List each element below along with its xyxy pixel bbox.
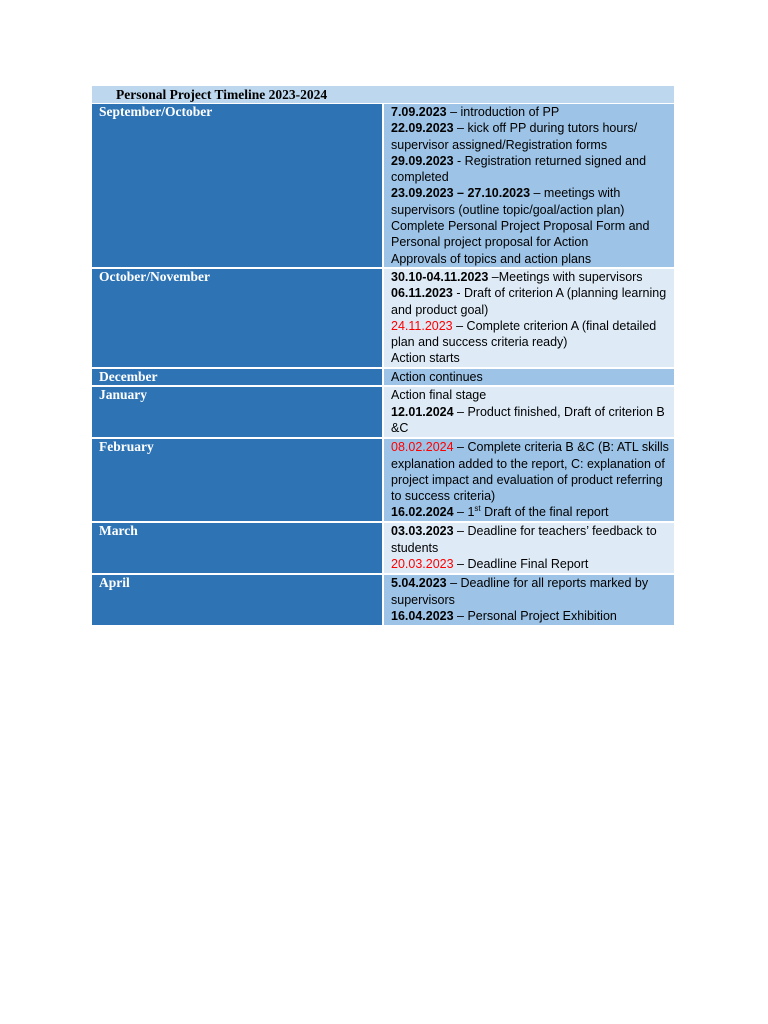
event-line bbox=[391, 369, 670, 385]
event-line bbox=[391, 556, 670, 572]
event-date: 06.11.2023 bbox=[391, 286, 453, 301]
event-date: 03.03.2023 bbox=[391, 524, 454, 539]
project-timeline-table bbox=[92, 86, 674, 627]
timeline-row bbox=[92, 522, 674, 574]
event-line bbox=[391, 153, 670, 186]
event-text: – 1 bbox=[453, 505, 475, 520]
events-cell bbox=[383, 368, 674, 386]
event-line bbox=[391, 350, 670, 366]
event-date: 20.03.2023 bbox=[391, 556, 454, 571]
events-cell bbox=[383, 574, 674, 626]
event-text: – Complete criteria B &C (B: ATL skills explanation added to the report, C: explanation of project impact and evaluation of product referring to success criteria) bbox=[391, 440, 669, 504]
event-text: - Draft of criterion A (planning learning and product goal) bbox=[391, 286, 667, 317]
event-text: – Deadline Final Report bbox=[453, 556, 589, 571]
month-label: February bbox=[92, 438, 383, 522]
event-line bbox=[391, 218, 670, 251]
event-text: –Meetings with supervisors bbox=[488, 270, 643, 284]
event-text: – Complete criterion A (final detailed plan and success criteria ready) bbox=[391, 318, 657, 350]
event-text: – meetings with supervisors (outline topic/goal/action plan) bbox=[391, 186, 625, 217]
events-cell bbox=[383, 386, 674, 438]
event-date: 5.04.2023 bbox=[391, 576, 447, 591]
timeline-row bbox=[92, 386, 674, 438]
event-line bbox=[391, 387, 670, 403]
event-line bbox=[391, 185, 670, 218]
event-line bbox=[391, 318, 670, 351]
event-text: Approvals of topics and action plans bbox=[391, 251, 592, 266]
event-text: – Deadline for all reports marked by supervisors bbox=[391, 576, 649, 607]
event-date: 29.09.2023 bbox=[391, 153, 454, 168]
event-line bbox=[391, 504, 670, 520]
event-text: - Registration returned signed and completed bbox=[391, 153, 647, 185]
event-text: – kick off PP during tutors hours/ supervisor assigned/Registration forms bbox=[391, 121, 638, 152]
event-line bbox=[391, 285, 670, 318]
event-date: 24.11.2023 bbox=[391, 318, 453, 333]
timeline-row bbox=[92, 368, 674, 386]
month-label: January bbox=[92, 386, 383, 438]
event-date: 16.02.2024 bbox=[391, 505, 454, 520]
event-text: Action continues bbox=[391, 370, 483, 384]
event-text: – Personal Project Exhibition bbox=[453, 608, 617, 623]
event-date: 16.04.2023 bbox=[391, 608, 454, 623]
event-text: Complete Personal Project Proposal Form and Personal project proposal for Action bbox=[391, 219, 650, 250]
month-label: April bbox=[92, 574, 383, 626]
event-text: – Product finished, Draft of criterion B &C bbox=[391, 404, 665, 435]
event-line bbox=[391, 608, 670, 624]
event-line bbox=[391, 404, 670, 437]
event-text: – introduction of PP bbox=[446, 105, 560, 119]
ordinal-suffix: st bbox=[474, 504, 481, 514]
event-date: 22.09.2023 bbox=[391, 121, 454, 136]
title-row bbox=[92, 86, 674, 104]
event-line bbox=[391, 523, 670, 556]
event-line bbox=[391, 104, 670, 120]
event-line bbox=[391, 120, 670, 153]
event-line bbox=[391, 575, 670, 608]
month-label: March bbox=[92, 522, 383, 574]
event-text: Action final stage bbox=[391, 388, 487, 403]
timeline-row bbox=[92, 574, 674, 626]
event-line bbox=[391, 269, 670, 285]
month-label: December bbox=[92, 368, 383, 386]
timeline-row bbox=[92, 104, 674, 269]
timeline-row bbox=[92, 268, 674, 368]
event-line bbox=[391, 439, 670, 504]
event-text: Action starts bbox=[391, 351, 460, 366]
event-date: 7.09.2023 bbox=[391, 105, 447, 119]
events-cell bbox=[383, 268, 674, 368]
event-date: 23.09.2023 – 27.10.2023 bbox=[391, 186, 531, 201]
timeline-row bbox=[92, 438, 674, 522]
event-line bbox=[391, 251, 670, 267]
event-text: – Deadline for teachers’ feedback to students bbox=[391, 524, 657, 555]
events-cell bbox=[383, 438, 674, 522]
events-cell bbox=[383, 522, 674, 574]
month-label: September/October bbox=[92, 104, 383, 269]
event-date: 08.02.2024 bbox=[391, 440, 454, 455]
events-cell bbox=[383, 104, 674, 269]
table-title: Personal Project Timeline 2023-2024 bbox=[92, 86, 674, 104]
event-text-after: Draft of the final report bbox=[480, 505, 609, 520]
event-date: 12.01.2024 bbox=[391, 404, 454, 419]
event-date: 30.10-04.11.2023 bbox=[391, 270, 489, 284]
month-label: October/November bbox=[92, 268, 383, 368]
